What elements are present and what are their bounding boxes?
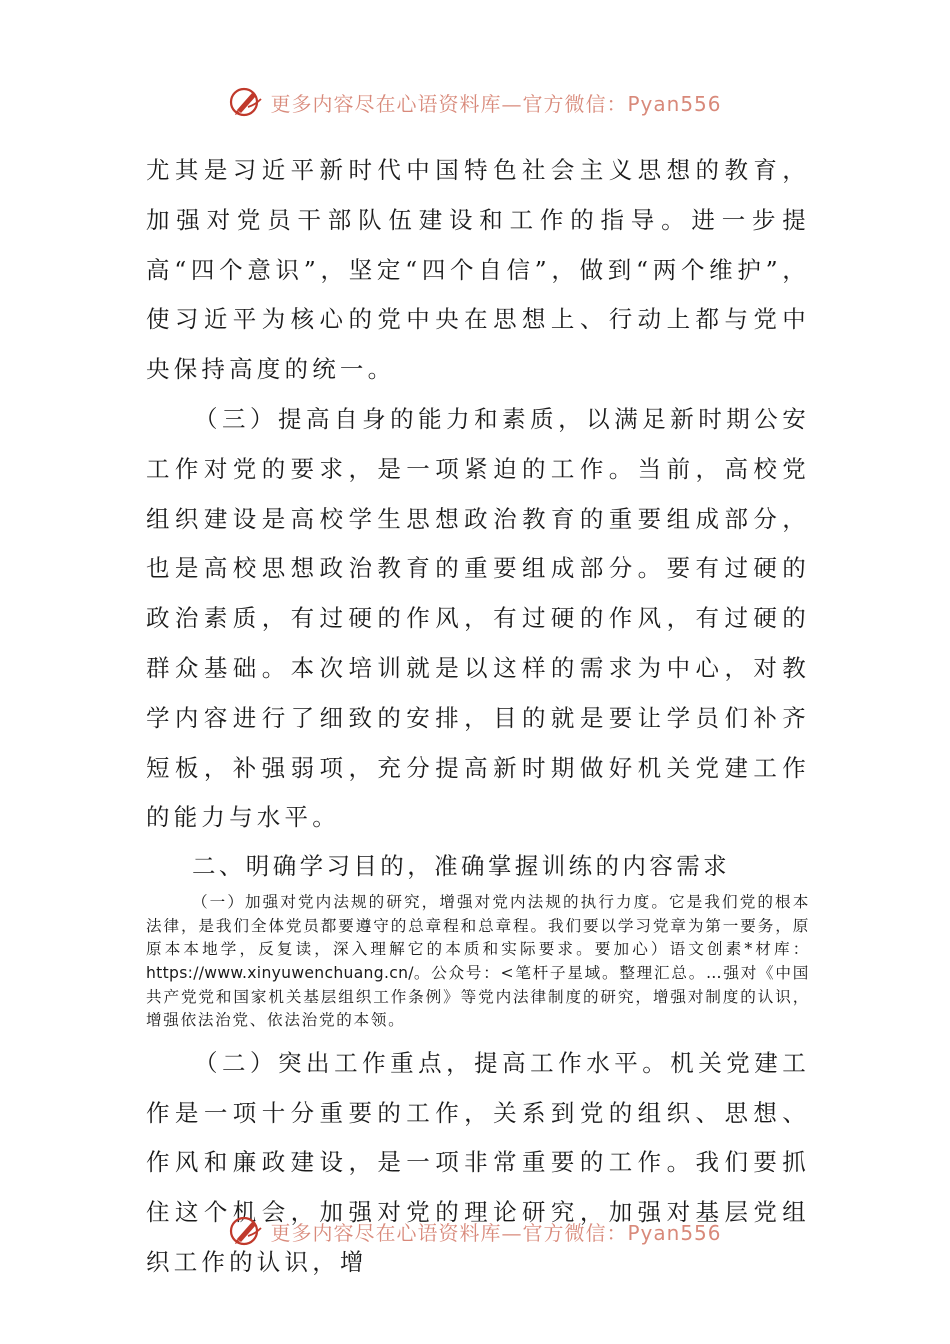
pen-logo-icon	[228, 1214, 264, 1248]
body-paragraph: （二）突出工作重点，提高工作水平。机关党建工作是一项十分重要的工作，关系到党的组织、思想、作风和廉政建设，是一项非常重要的工作。我们要抓住这个机会，加强对党的理论研究，加强对基层党组织工作的认识，增	[146, 1048, 810, 1276]
small-paragraph: （一）加强对党内法规的研究，增强对党内法规的执行力度。它是我们党的根本法律，是我们全体党员都要遵守的总章程和总章程。我们要以学习党章为第一要务，原原本本地学，反复读，深入理解它的本质和实际要求。要加心）语文创素*材库：https://www.xinyuwenchuang.cn/。公众号：<笔杆子星域。整理汇总。…强对《中国共产党党和国家机关基层组织工作条例》等党内法律制度的研究，增强对制度的认识，增强依法治党、依法治党的本领。	[146, 893, 810, 1030]
banner-text: 更多内容尽在心语资料库—官方微信：Pyan556	[270, 91, 722, 116]
section-heading: 二、明确学习目的，准确掌握训练的内容需求	[192, 852, 730, 881]
footer-banner	[0, 1211, 950, 1251]
banner-text: 更多内容尽在心语资料库—官方微信：Pyan556	[270, 1220, 722, 1245]
body-paragraph: 尤其是习近平新时代中国特色社会主义思想的教育，加强对党员干部队伍建设和工作的指导。进一步提高“四个意识”，坚定“四个自信”，做到“两个维护”，使习近平为核心的党中央在思想上、行动上都与党中央保持高度的统一。	[146, 156, 810, 384]
header-banner	[0, 82, 950, 122]
document-body	[146, 146, 810, 1288]
body-paragraph: （三）提高自身的能力和素质，以满足新时期公安工作对党的要求，是一项紧迫的工作。当前，高校党组织建设是高校学生思想政治教育的重要组成部分，也是高校思想政治教育的重要组成部分。要有过硬的政治素质，有过硬的作风，有过硬的作风，有过硬的群众基础。本次培训就是以这样的需求为中心，对教学内容进行了细致的安排，目的就是要让学员们补齐短板，补强弱项，充分提高新时期做好机关党建工作的能力与水平。	[146, 404, 810, 832]
pen-logo-icon	[228, 85, 264, 119]
website-link[interactable]: https://www.xinyuwenchuang.cn/	[146, 963, 414, 982]
